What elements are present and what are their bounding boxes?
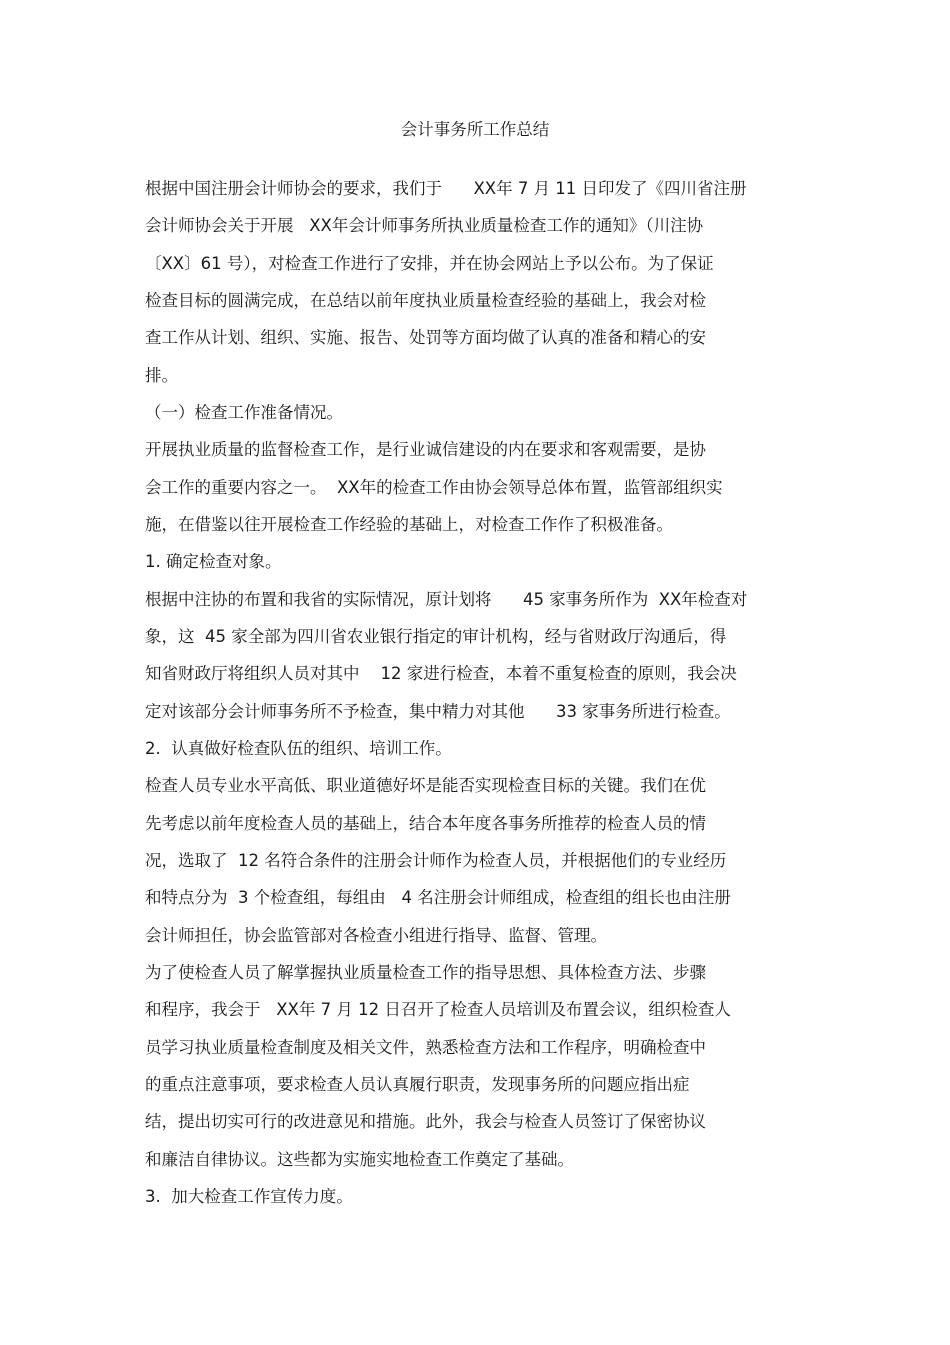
body-line: 和程序，我会于 XX年 7 月 12 日召开了检查人员培训及布置会议，组织检查人 xyxy=(145,1000,731,1019)
body-line: 和廉洁自律协议。这些都为实施实地检查工作奠定了基础。 xyxy=(145,1150,574,1169)
body-line: 查工作从计划、组织、实施、报告、处罚等方面均做了认真的准备和精心的安 xyxy=(145,328,706,347)
body-line: 定对该部分会计师事务所不予检查，集中精力对其他 33 家事务所进行检查。 xyxy=(145,702,731,721)
document-title: 会计事务所工作总结 xyxy=(400,120,550,139)
body-line: 开展执业质量的监督检查工作，是行业诚信建设的内在要求和客观需要，是协 xyxy=(145,440,706,459)
section-heading: （一）检查工作准备情况。 xyxy=(145,403,343,422)
body-line: 排。 xyxy=(145,366,178,385)
body-line: 员学习执业质量检查制度及相关文件，熟悉检查方法和工作程序，明确检查中 xyxy=(145,1038,706,1057)
subsection-heading: 2. 认真做好检查队伍的组织、培训工作。 xyxy=(145,739,452,758)
body-line: 根据中国注册会计师协会的要求，我们于 XX年 7 月 11 日印发了《四川省注册 xyxy=(145,179,747,198)
body-line: 先考虑以前年度检查人员的基础上，结合本年度各事务所推荐的检查人员的情 xyxy=(145,814,706,833)
body-line: 施，在借鉴以往开展检查工作经验的基础上，对检查工作作了积极准备。 xyxy=(145,515,673,534)
body-line: 的重点注意事项，要求检查人员认真履行职责，发现事务所的问题应指出症 xyxy=(145,1075,690,1094)
body-line: 为了使检查人员了解掌握执业质量检查工作的指导思想、具体检查方法、步骤 xyxy=(145,963,706,982)
subsection-heading: 3. 加大检查工作宣传力度。 xyxy=(145,1187,353,1206)
body-line: 会计师担任，协会监管部对各检查小组进行指导、监督、管理。 xyxy=(145,926,607,945)
body-line: 检查人员专业水平高低、职业道德好坏是能否实现检查目标的关键。我们在优 xyxy=(145,776,706,795)
body-line: 结，提出切实可行的改进意见和措施。此外，我会与检查人员签订了保密协议 xyxy=(145,1112,706,1131)
body-line: 象，这 45 家全部为四川省农业银行指定的审计机构，经与省财政厅沟通后，得 xyxy=(145,627,727,646)
body-line: 根据中注协的布置和我省的实际情况，原计划将 45 家事务所作为 XX年检查对 xyxy=(145,590,748,609)
body-line: 会计师协会关于开展 XX年会计师事务所执业质量检查工作的通知》（川注协 xyxy=(145,216,704,235)
subsection-heading: 1. 确定检查对象。 xyxy=(145,552,282,571)
body-line: 和特点分为 3 个检查组，每组由 4 名注册会计师组成，检查组的组长也由注册 xyxy=(145,888,731,907)
body-line: 〔XX〕61 号），对检查工作进行了安排，并在协会网站上予以公布。为了保证 xyxy=(145,254,714,273)
body-line: 检查目标的圆满完成，在总结以前年度执业质量检查经验的基础上，我会对检 xyxy=(145,291,706,310)
body-line: 知省财政厅将组织人员对其中 12 家进行检查，本着不重复检查的原则，我会决 xyxy=(145,664,737,683)
body-line: 会工作的重要内容之一。 XX年的检查工作由协会领导总体布置，监管部组织实 xyxy=(145,478,723,497)
body-line: 况，选取了 12 名符合条件的注册会计师作为检查人员，并根据他们的专业经历 xyxy=(145,851,727,870)
